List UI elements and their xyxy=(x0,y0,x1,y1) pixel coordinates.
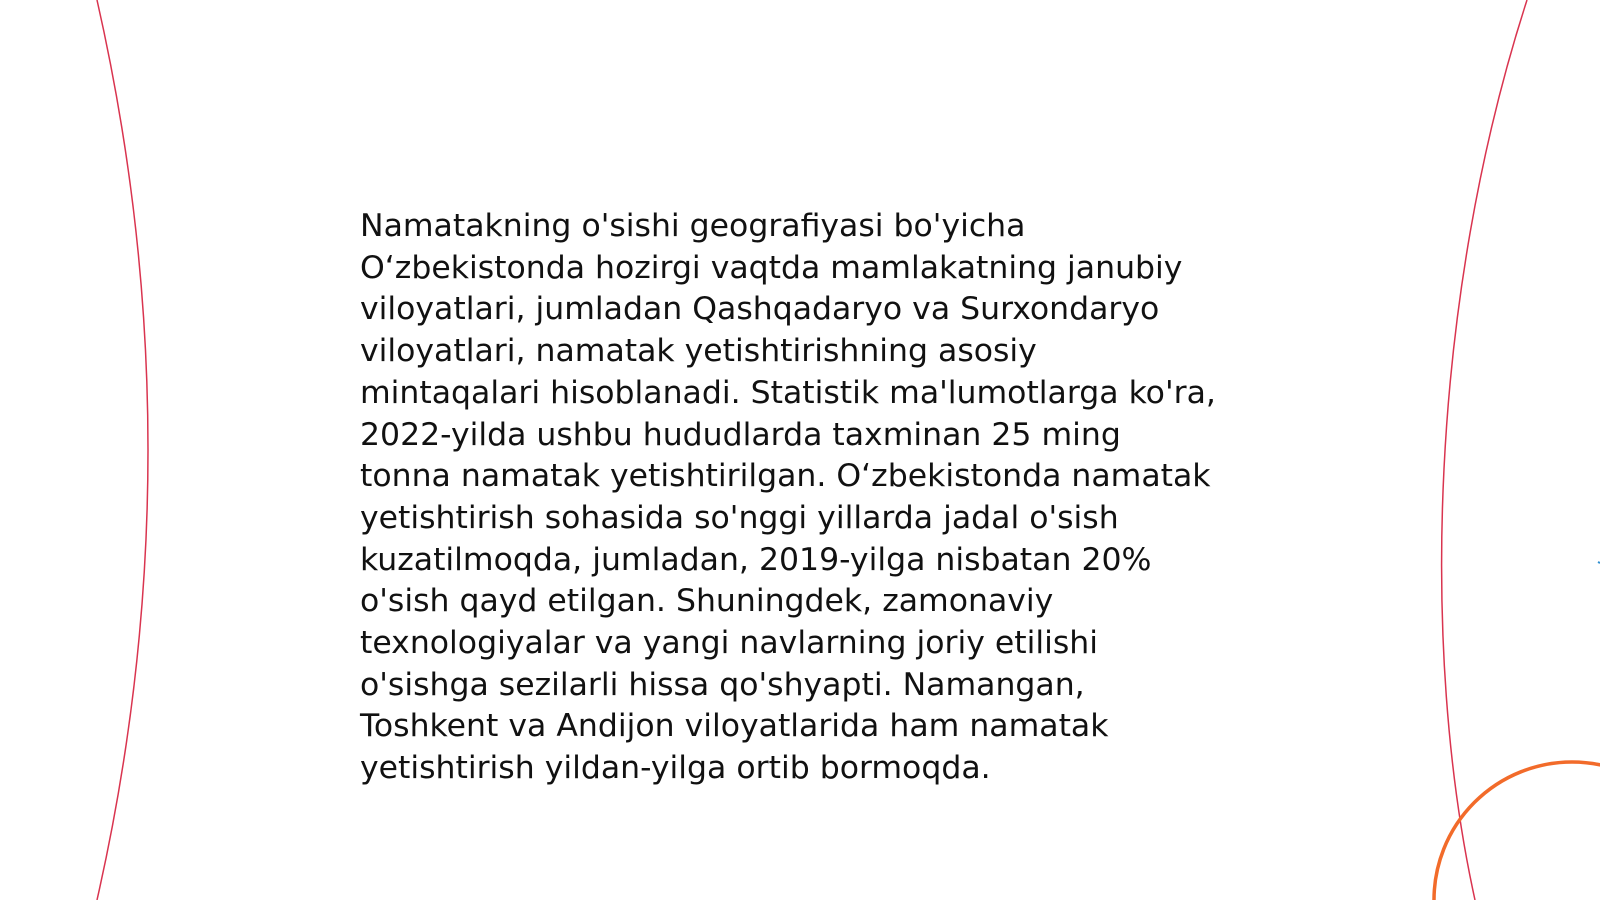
orange-circle-outline xyxy=(1434,762,1600,900)
paragraph-line: viloyatlari, jumladan Qashqadaryo va Surxondaryo xyxy=(360,291,1160,328)
paragraph-line: yetishtirish yildan-yilga ortib bormoqda. xyxy=(360,750,991,787)
left-curve-line xyxy=(97,0,148,900)
paragraph-line: O‘zbekistonda hozirgi vaqtda mamlakatning janubiy xyxy=(360,249,1183,286)
paragraph-line: yetishtirish sohasida so'nggi yillarda jadal o'sish xyxy=(360,499,1119,536)
paragraph-line: o'sishga sezilarli hissa qo'shyapti. Namangan, xyxy=(360,666,1085,703)
paragraph-line: 2022-yilda ushbu hududlarda taxminan 25 ming xyxy=(360,416,1121,453)
paragraph-line: Toshkent va Andijon viloyatlarida ham namatak xyxy=(360,708,1109,745)
paragraph-line: o'sish qayd etilgan. Shuningdek, zamonaviy xyxy=(360,583,1054,620)
right-curve-line xyxy=(1442,0,1527,900)
paragraph-line: tonna namatak yetishtirilgan. O‘zbekistonda namatak xyxy=(360,458,1211,495)
paragraph-line: Namatakning o'sishi geografiyasi bo'yicha xyxy=(360,208,1026,244)
paragraph-line: texnologiyalar va yangi navlarning joriy etilishi xyxy=(360,625,1098,662)
paragraph-line: mintaqalari hisoblanadi. Statistik ma'lumotlarga ko'ra, xyxy=(360,374,1216,411)
paragraph-line: viloyatlari, namatak yetishtirishning asosiy xyxy=(360,333,1037,370)
paragraph-line: kuzatilmoqda, jumladan, 2019-yilga nisbatan 20% xyxy=(360,541,1152,578)
body-paragraph xyxy=(360,206,1260,790)
